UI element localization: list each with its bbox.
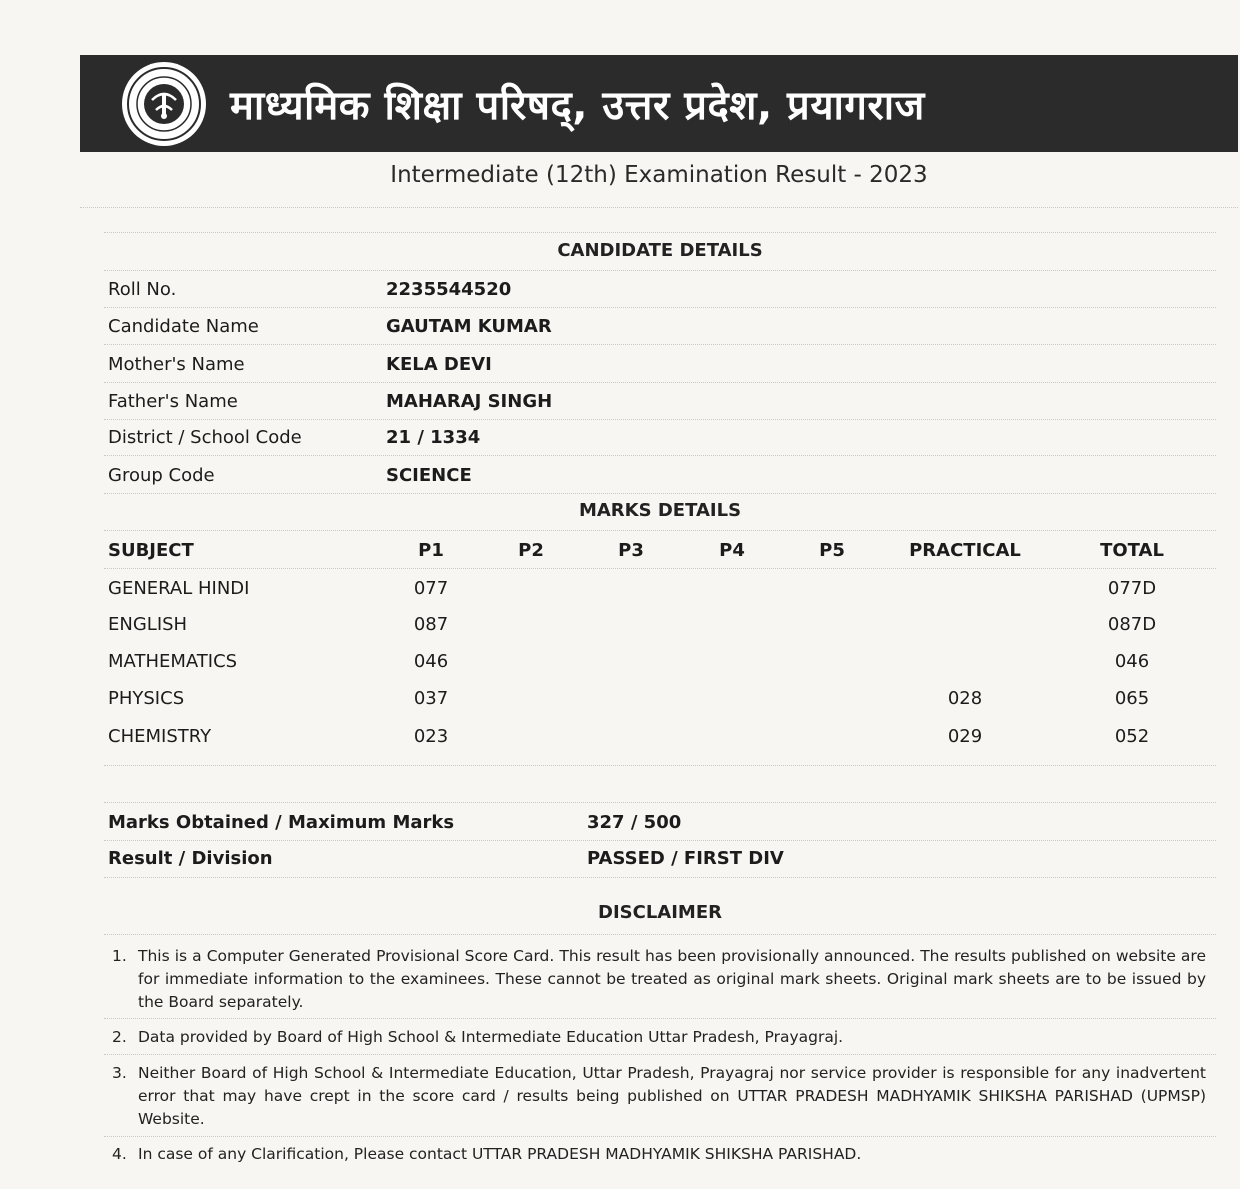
- disclaimer-item: [112, 1026, 1206, 1049]
- column-header-p3: P3: [618, 540, 644, 561]
- detail-label: Candidate Name: [108, 316, 259, 337]
- total-cell: 052: [1114, 726, 1150, 747]
- disclaimer-number: 1.: [112, 947, 127, 965]
- p1-cell: 087: [413, 614, 449, 635]
- disclaimer-text: In case of any Clarification, Please contact UTTAR PRADESH MADHYAMIK SHIKSHA PARISHAD.: [138, 1145, 862, 1163]
- detail-value: MAHARAJ SINGH: [386, 391, 553, 412]
- subject-cell: MATHEMATICS: [108, 651, 238, 672]
- subject-cell: GENERAL HINDI: [108, 578, 250, 599]
- subject-cell: PHYSICS: [108, 688, 185, 709]
- marks-obtained-value: 327 / 500: [587, 812, 682, 833]
- divider: [104, 934, 1216, 935]
- divider: [104, 307, 1216, 308]
- marks-details-title: MARKS DETAILS: [578, 500, 742, 521]
- table-row: [0, 577, 1240, 601]
- detail-label: Mother's Name: [108, 354, 245, 375]
- p1-cell: 023: [413, 726, 449, 747]
- disclaimer-item: [112, 945, 1206, 1014]
- board-name: माध्यमिक शिक्षा परिषद्, उत्तर प्रदेश, प्रयागराज: [230, 83, 925, 129]
- result-division-value: PASSED / FIRST DIV: [587, 848, 784, 869]
- column-header-p4: P4: [719, 540, 745, 561]
- exam-title: Intermediate (12th) Examination Result - 2023: [390, 162, 928, 188]
- divider: [104, 802, 1216, 803]
- divider: [104, 530, 1216, 531]
- divider: [104, 455, 1216, 456]
- column-header-p2: P2: [518, 540, 544, 561]
- detail-value: KELA DEVI: [386, 354, 492, 375]
- detail-value: 2235544520: [386, 279, 512, 300]
- divider: [104, 493, 1216, 494]
- divider: [104, 877, 1216, 878]
- divider: [104, 419, 1216, 420]
- table-row: [0, 687, 1240, 711]
- table-row: [0, 725, 1240, 749]
- detail-label: Group Code: [108, 465, 215, 486]
- column-header-practical: PRACTICAL: [909, 540, 1021, 561]
- practical-cell: 028: [947, 688, 983, 709]
- table-row: [0, 650, 1240, 674]
- board-seal-icon: [122, 62, 206, 146]
- disclaimer-number: 4.: [112, 1145, 127, 1163]
- subject-cell: ENGLISH: [108, 614, 188, 635]
- divider: [104, 382, 1216, 383]
- total-cell: 087D: [1107, 614, 1157, 635]
- candidate-details-title: CANDIDATE DETAILS: [557, 240, 763, 261]
- detail-value: SCIENCE: [386, 465, 472, 486]
- detail-label: District / School Code: [108, 427, 302, 448]
- detail-label: Roll No.: [108, 279, 177, 300]
- column-header-subject: SUBJECT: [108, 540, 194, 561]
- marks-header-row: [0, 539, 1240, 563]
- column-header-total: TOTAL: [1100, 540, 1164, 561]
- subject-cell: CHEMISTRY: [108, 726, 212, 747]
- disclaimer-number: 3.: [112, 1064, 127, 1082]
- column-header-p5: P5: [819, 540, 845, 561]
- table-row: [0, 613, 1240, 637]
- divider: [104, 568, 1216, 569]
- total-cell: 065: [1114, 688, 1150, 709]
- divider: [104, 232, 1216, 233]
- divider: [104, 1054, 1216, 1055]
- divider: [80, 207, 1238, 208]
- board-header: [80, 55, 1238, 152]
- divider: [104, 840, 1216, 841]
- disclaimer-title: DISCLAIMER: [598, 902, 722, 923]
- total-cell: 077D: [1107, 578, 1157, 599]
- disclaimer-number: 2.: [112, 1028, 127, 1046]
- disclaimer-item: [112, 1143, 1206, 1166]
- divider: [104, 765, 1216, 766]
- result-division-label: Result / Division: [108, 848, 273, 869]
- disclaimer-text: Data provided by Board of High School & Intermediate Education Uttar Pradesh, Prayagraj.: [138, 1028, 844, 1046]
- divider: [104, 270, 1216, 271]
- detail-value: 21 / 1334: [386, 427, 481, 448]
- disclaimer-item: [112, 1062, 1206, 1131]
- total-cell: 046: [1114, 651, 1150, 672]
- divider: [104, 1018, 1216, 1019]
- p1-cell: 037: [413, 688, 449, 709]
- column-header-p1: P1: [418, 540, 444, 561]
- p1-cell: 077: [413, 578, 449, 599]
- p1-cell: 046: [413, 651, 449, 672]
- detail-value: GAUTAM KUMAR: [386, 316, 552, 337]
- divider: [104, 344, 1216, 345]
- disclaimer-text: Neither Board of High School & Intermediate Education, Uttar Pradesh, Prayagraj nor service provider is responsible for any inadvertent error that may have crept in the score card / results being published on UTTAR PRADESH MADHYAMIK SHIKSHA PARISHAD (UPMSP) Website.: [138, 1064, 1206, 1128]
- practical-cell: 029: [947, 726, 983, 747]
- marks-obtained-label: Marks Obtained / Maximum Marks: [108, 812, 455, 833]
- disclaimer-text: This is a Computer Generated Provisional Score Card. This result has been provisionally announced. The results published on website are for immediate information to the examinees. These cannot be treated as original mark sheets. Original mark sheets are to be issued by the Board separately.: [138, 947, 1206, 1011]
- detail-label: Father's Name: [108, 391, 238, 412]
- divider: [104, 1136, 1216, 1137]
